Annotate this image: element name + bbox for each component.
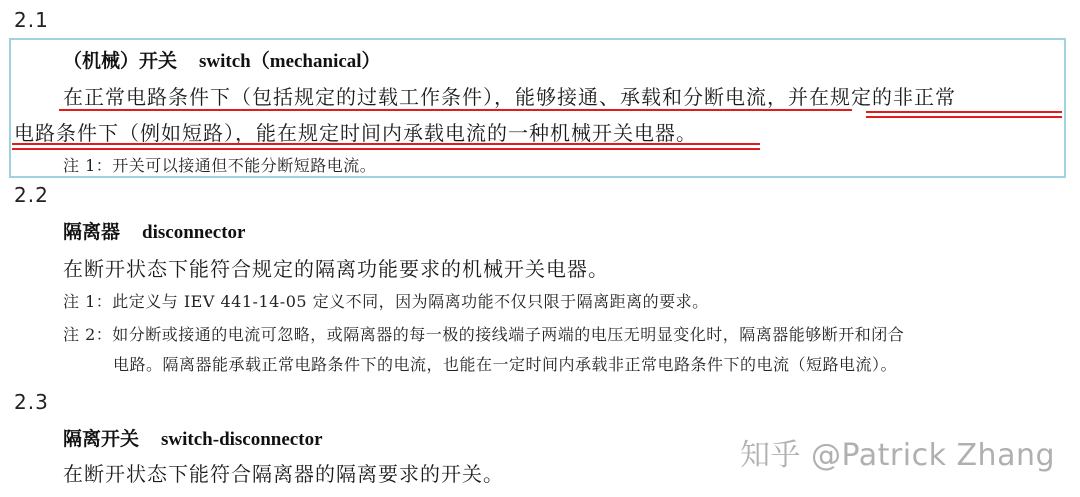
term-en: switch-disconnector — [161, 429, 323, 450]
section-number-2-2: 2.2 — [14, 183, 49, 207]
red-underline — [12, 143, 760, 145]
section-number-2-3: 2.3 — [14, 390, 49, 414]
definition-switch-line1: 在正常电路条件下（包括规定的过载工作条件），能够接通、承载和分断电流，并在规定的非正常 — [63, 85, 956, 109]
term-disconnector — [63, 217, 245, 244]
term-zh: （机械）开关 — [63, 50, 178, 72]
term-en: switch（mechanical） — [199, 51, 381, 72]
term-switch-disconnector — [63, 424, 323, 451]
term-zh: 隔离开关 — [63, 428, 140, 450]
red-underline — [12, 148, 760, 150]
note-disconnector-2-line2: 电路。隔离器能承载正常电路条件下的电流，也能在一定时间内承载非正常电路条件下的电流（短路电流）。 — [113, 355, 898, 374]
section-number-2-1: 2.1 — [14, 8, 49, 32]
note-disconnector-1: 注 1：此定义与 IEV 441-14-05 定义不同，因为隔离功能不仅只限于隔离距离的要求。 — [63, 292, 709, 311]
definition-switch-disconnector: 在断开状态下能符合隔离器的隔离要求的开关。 — [63, 462, 504, 486]
term-switch — [63, 46, 381, 73]
definition-disconnector: 在断开状态下能符合规定的隔离功能要求的机械开关电器。 — [63, 257, 609, 281]
red-underline — [866, 116, 1062, 118]
term-zh: 隔离器 — [63, 221, 121, 243]
note-disconnector-2-line1: 注 2：如分断或接通的电流可忽略，或隔离器的每一极的接线端子两端的电压无明显变化时，隔离器能够断开和闭合 — [63, 325, 905, 344]
definition-switch-line2: 电路条件下（例如短路），能在规定时间内承载电流的一种机械开关电器。 — [14, 121, 697, 145]
red-underline — [59, 109, 852, 111]
term-en: disconnector — [142, 222, 246, 243]
watermark: 知乎 @Patrick Zhang — [740, 438, 1056, 473]
note-switch-1: 注 1：开关可以接通但不能分断短路电流。 — [63, 156, 377, 175]
red-underline — [866, 111, 1062, 113]
